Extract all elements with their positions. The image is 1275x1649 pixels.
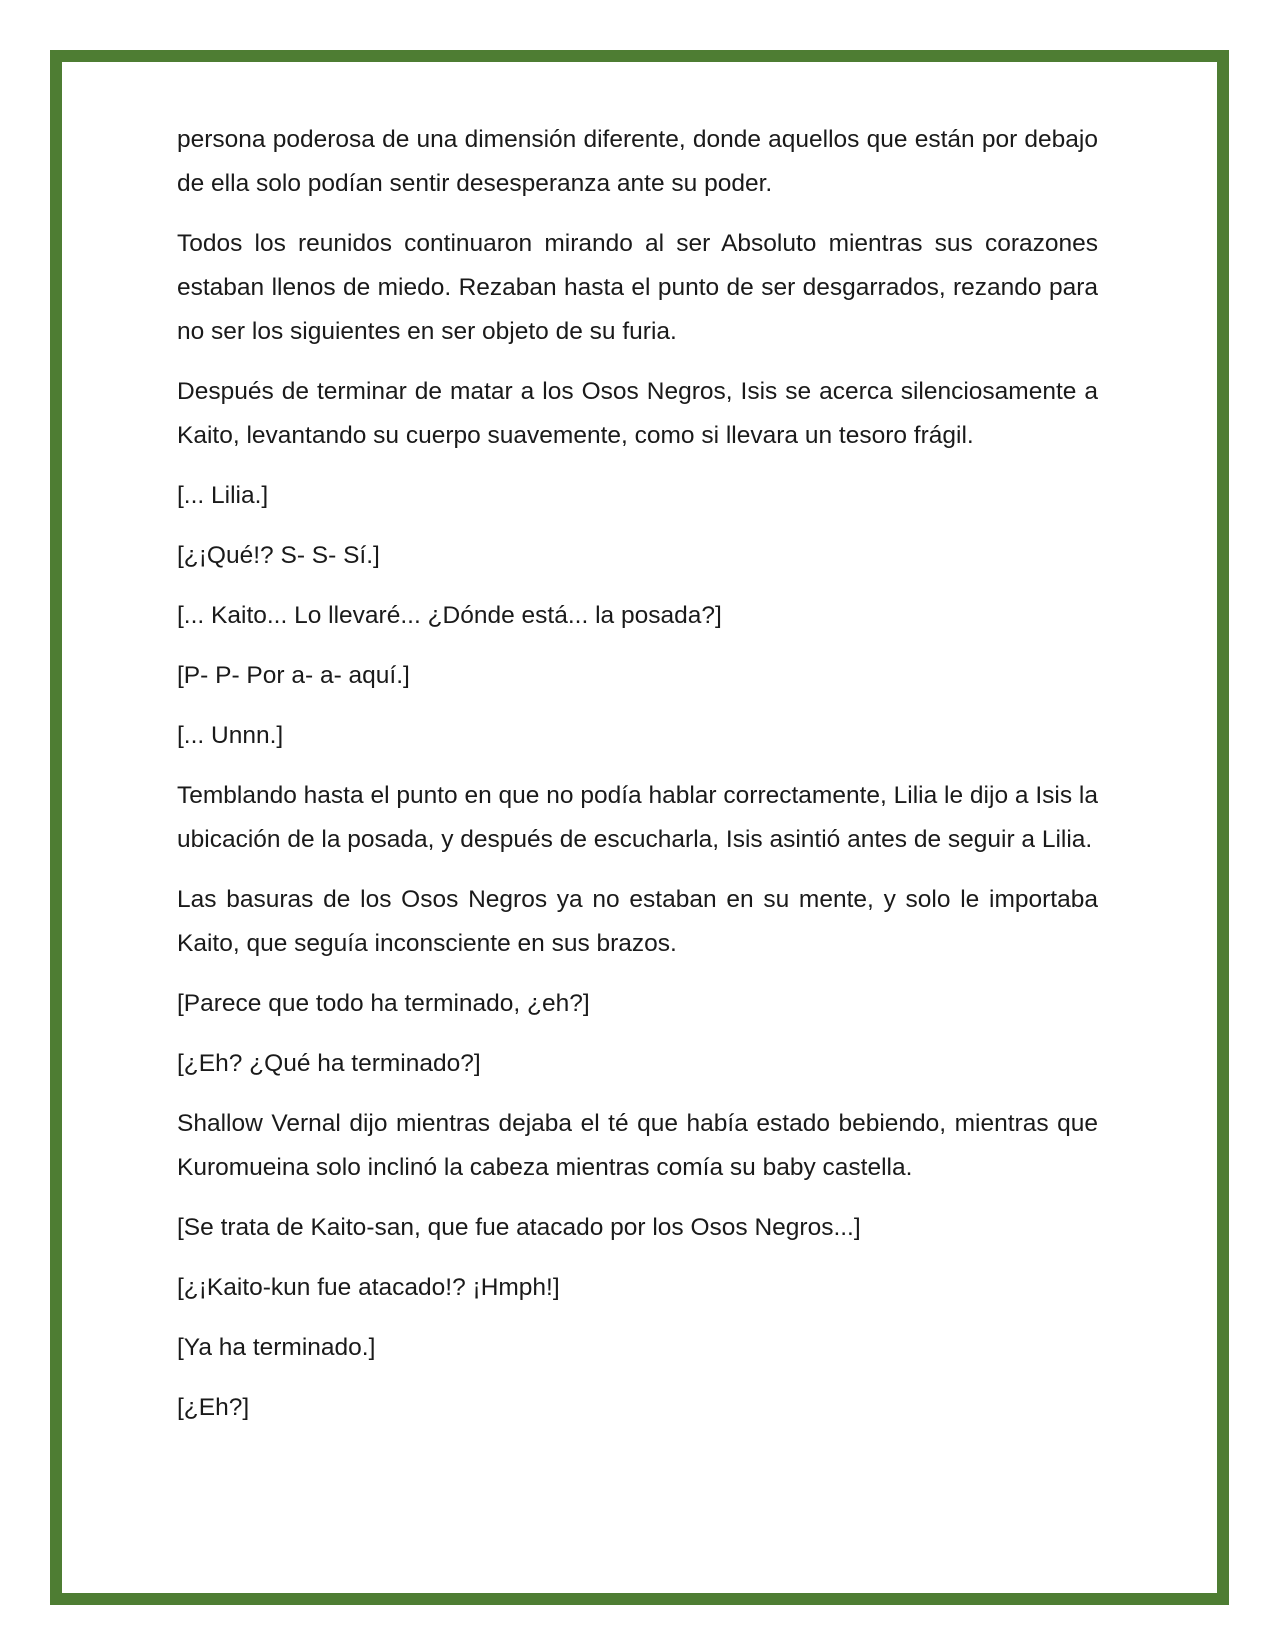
dialogue-line: [¿Eh?]	[177, 1394, 250, 1421]
dialogue-line: [¿Eh? ¿Qué ha terminado?]	[177, 1050, 481, 1077]
paragraph-13: Shallow Vernal dijo mientras dejaba el té que había estado bebiendo, mientras que Kuromueina solo inclinó la cabeza mientras comía su baby castella.	[177, 1110, 1098, 1181]
dialogue-line: [Se trata de Kaito-san, que fue atacado por los Osos Negros...]	[177, 1214, 861, 1241]
dialogue-line: [Parece que todo ha terminado, ¿eh?]	[177, 990, 590, 1017]
dialogue-line: [P- P- Por a- a- aquí.]	[177, 662, 410, 689]
dialogue-line: [... Unnn.]	[177, 722, 284, 749]
dialogue-line: [¿¡Kaito-kun fue atacado!? ¡Hmph!]	[177, 1274, 560, 1301]
dialogue-line: [Ya ha terminado.]	[177, 1334, 376, 1361]
dialogue-line: [¿¡Qué!? S- S- Sí.]	[177, 542, 380, 569]
dialogue-line: [... Kaito... Lo llevaré... ¿Dónde está... la posada?]	[177, 602, 722, 629]
paragraph-2: Todos los reunidos continuaron mirando al ser Absoluto mientras sus corazones estaban llenos de miedo. Rezaban hasta el punto de ser desgarrados, rezando para no ser los siguientes en ser objeto de su furia.	[177, 230, 1098, 345]
paragraph-10: Las basuras de los Osos Negros ya no estaban en su mente, y solo le importaba Kaito, que seguía inconsciente en sus brazos.	[177, 886, 1098, 957]
paragraph-1: persona poderosa de una dimensión diferente, donde aquellos que están por debajo de ella solo podían sentir desesperanza ante su poder.	[177, 126, 1098, 197]
document-body	[177, 118, 1098, 1446]
dialogue-line: [... Lilia.]	[177, 482, 269, 509]
paragraph-9: Temblando hasta el punto en que no podía hablar correctamente, Lilia le dijo a Isis la ubicación de la posada, y después de escucharla, Isis asintió antes de seguir a Lilia.	[177, 782, 1098, 853]
paragraph-3: Después de terminar de matar a los Osos Negros, Isis se acerca silenciosamente a Kaito, levantando su cuerpo suavemente, como si llevara un tesoro frágil.	[177, 378, 1098, 449]
